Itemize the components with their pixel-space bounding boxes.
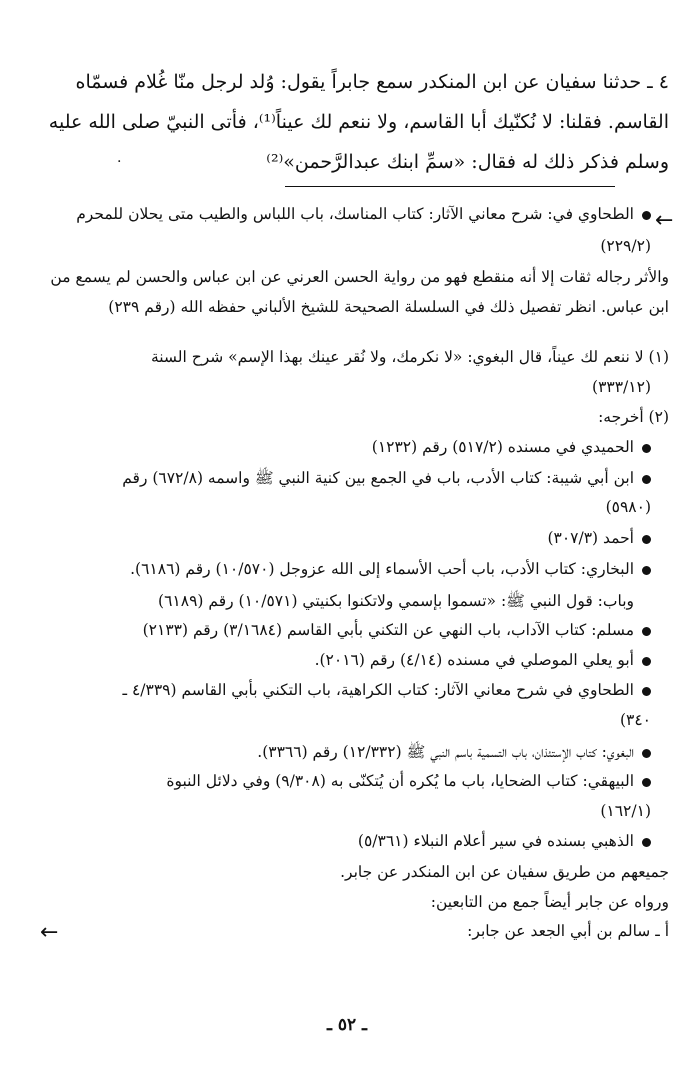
bullet-icon [642,749,651,758]
note-line: (٢٢٩/٢) [600,237,651,255]
left-arrow-icon: ← [40,920,59,945]
bullet-icon [642,687,651,696]
citation-item: أبو يعلي الموصلي في مسنده (٤/١٤) رقم (٢٠١٦). [315,651,651,669]
footnote-separator [285,186,615,187]
hadith-line: وسلم فذكر ذلك له فقال: «سمِّ ابنك عبدالرَّحمن»⁽²⁾ [266,151,669,173]
bullet-icon [642,566,651,575]
footnote-1-line: (١) لا ننعم لك عيناً، قال البغوي: «لا نكرمك، ولا نُقر عينك بهذا الإسم» شرح السنة [150,348,669,366]
note-line: الطحاوي في: شرح معاني الآثار: كتاب المناسك، باب اللباس والطيب متى يحلان للمحرم [76,205,651,223]
citation-item: ٣٤٠) [619,711,651,729]
citation-item: البخاري: كتاب الأدب، باب أحب الأسماء إلى الله عزوجل (١٠/٥٧٠) رقم (٦١٨٦). [130,560,651,578]
citation-item: أحمد (٣٠٧/٣) [547,529,651,547]
hadith-line: ٤ ـ حدثنا سفيان عن ابن المنكدر سمع جابراً يقول: وُلد لرجل منّا غُلام فسمّاه [75,71,669,93]
closing-line: جميعهم من طريق سفيان عن ابن المنكدر عن جابر. [340,863,669,881]
citation-item: البغوي: كتاب الإستئذان، باب التسمية باسم النبي ﷺ (١٢/٣٣٢) رقم (٣٣٦٦). [257,742,651,765]
citation-item: البيهقي: كتاب الضحايا، باب ما يُكره أن يُتكنّى به (٩/٣٠٨) وفي دلائل النبوة [166,772,651,790]
bullet-icon [642,657,651,666]
bullet-icon [642,475,651,484]
bullet-icon [642,444,651,453]
citation-item: الحميدي في مسنده (٥١٧/٢) رقم (١٢٣٢) [372,438,651,456]
closing-line: ورواه عن جابر أيضاً جمع من التابعين: [430,893,669,911]
citation-item: الطحاوي في شرح معاني الآثار: كتاب الكراهية، باب التكني بأبي القاسم (٤/٣٣٩ ـ [123,681,651,699]
citation-item: ابن أبي شيبة: كتاب الأدب، باب في الجمع بين كنية النبي ﷺ واسمه (٦٧٢/٨) رقم [122,468,651,491]
bullet-icon [642,778,651,787]
page-number: ـ ٥٢ ـ [326,1015,368,1035]
bullet-icon [642,838,651,847]
citation-item: (١٦٢/١) [600,802,651,820]
note-line: والأثر رجاله ثقات إلا أنه منقطع فهو من رواية الحسن العرني عن ابن عباس والحسن لم يسمع من [50,268,669,286]
citation-item: مسلم: كتاب الآداب، باب النهي عن التكني بأبي القاسم (٣/١٦٨٤) رقم (٢١٣٣) [143,621,651,639]
hadith-line: القاسم. فقلنا: لا نُكنّيك أبا القاسم، ولا ننعم لك عيناً⁽¹⁾، فأتى النبيّ صلى الله عليه [48,111,669,133]
note-line: ابن عباس. انظر تفصيل ذلك في السلسلة الصحيحة للشيخ الألباني حفظه الله (رقم ٢٣٩) [108,298,669,316]
left-arrow-icon: ← [655,208,674,233]
bullet-icon [642,627,651,636]
bullet-icon [642,535,651,544]
bullet-icon [642,211,651,220]
footnote-1-line: (٣٣٣/١٢) [592,378,651,396]
citation-item: (٥٩٨٠) [605,498,651,516]
citation-item: وباب: قول النبي ﷺ: «تسموا بإسمي ولاتكنوا بكنيتي (١٠/٥٧١) رقم (٦١٨٩) [158,592,634,610]
citation-item: الذهبي بسنده في سير أعلام النبلاء (٥/٣٦١) [358,832,651,850]
stray-dot: . [117,150,122,166]
footnote-2-header: (٢) أخرجه: [598,408,669,426]
closing-line: أ ـ سالم بن أبي الجعد عن جابر: [467,922,669,940]
